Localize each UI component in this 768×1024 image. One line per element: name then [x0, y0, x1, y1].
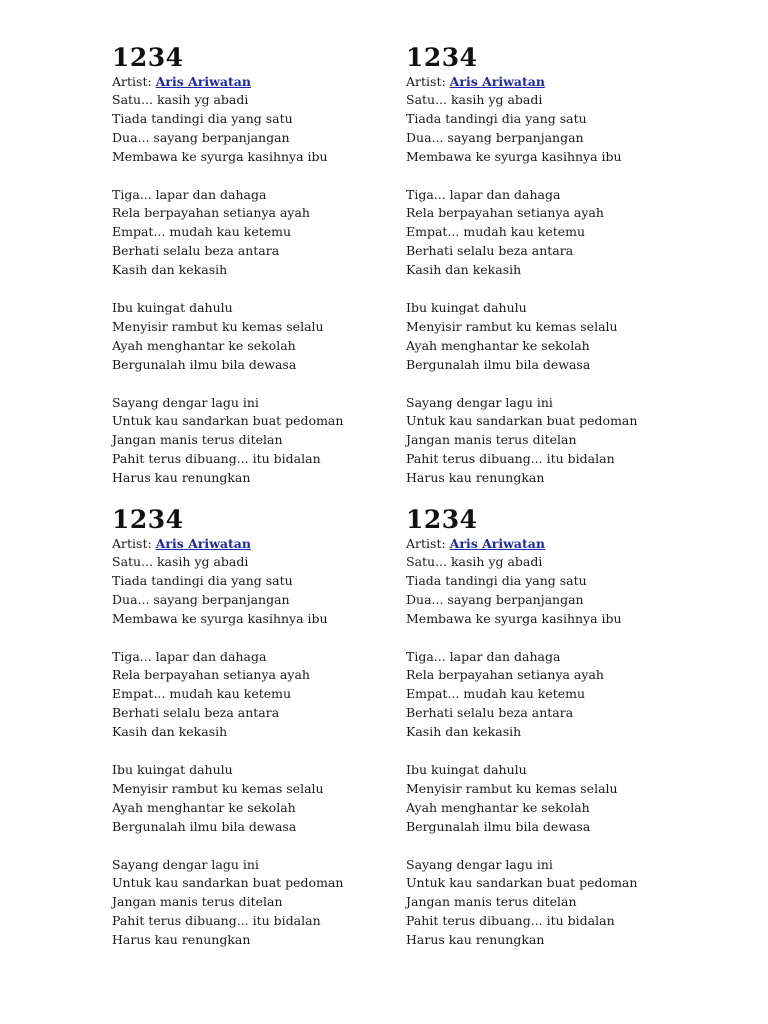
lyrics-block — [112, 44, 392, 488]
artist-link[interactable]: Aris Ariwatan — [449, 536, 545, 551]
lyrics-stanza — [406, 856, 686, 950]
lyric-line: Harus kau renungkan — [112, 470, 251, 486]
lyric-line: Membawa ke syurga kasihnya ibu — [406, 148, 622, 164]
artist-line — [112, 534, 392, 553]
lyric-line: Jangan manis terus ditelan — [406, 894, 577, 910]
lyric-line: Empat... mudah kau ketemu — [112, 686, 292, 702]
artist-label: Artist: — [406, 74, 450, 89]
song-title: 1234 — [406, 43, 478, 72]
lyric-line: Bergunalah ilmu bila dewasa — [406, 818, 591, 834]
lyric-line: Sayang dengar lagu ini — [406, 856, 553, 872]
lyric-line: Harus kau renungkan — [406, 470, 545, 486]
lyric-line: Rela berpayahan setianya ayah — [112, 205, 310, 221]
lyric-line: Tiada tandingi dia yang satu — [406, 110, 587, 126]
lyric-line: Rela berpayahan setianya ayah — [406, 667, 604, 683]
lyric-line: Tiga... lapar dan dahaga — [112, 186, 267, 202]
lyric-line: Membawa ke syurga kasihnya ibu — [112, 610, 328, 626]
lyric-line: Ayah menghantar ke sekolah — [406, 337, 590, 353]
lyric-line: Dua... sayang berpanjangan — [406, 129, 584, 145]
lyric-line: Ayah menghantar ke sekolah — [112, 799, 296, 815]
lyric-line: Berhati selalu beza antara — [112, 705, 280, 721]
lyric-line: Satu... kasih yg abadi — [112, 554, 249, 569]
lyric-line: Ibu kuingat dahulu — [112, 300, 233, 316]
lyric-line: Menyisir rambut ku kemas selalu — [112, 780, 324, 796]
lyrics-stanza — [406, 394, 686, 488]
lyric-line: Pahit terus dibuang... itu bidalan — [112, 913, 321, 929]
lyric-line: Untuk kau sandarkan buat pedoman — [406, 413, 638, 429]
lyric-line: Tiga... lapar dan dahaga — [406, 186, 561, 202]
artist-link[interactable]: Aris Ariwatan — [155, 74, 251, 89]
lyric-line: Jangan manis terus ditelan — [112, 432, 283, 448]
song-title: 1234 — [406, 505, 478, 534]
lyric-line: Menyisir rambut ku kemas selalu — [112, 318, 324, 334]
lyric-line: Pahit terus dibuang... itu bidalan — [112, 451, 321, 467]
lyric-line: Ibu kuingat dahulu — [112, 762, 233, 778]
lyric-line: Berhati selalu beza antara — [112, 243, 280, 259]
song-title: 1234 — [112, 505, 184, 534]
lyric-line: Empat... mudah kau ketemu — [112, 224, 292, 240]
lyric-line: Bergunalah ilmu bila dewasa — [112, 818, 297, 834]
lyric-line: Empat... mudah kau ketemu — [406, 686, 586, 702]
artist-line — [406, 72, 686, 91]
lyric-line: Rela berpayahan setianya ayah — [406, 205, 604, 221]
lyric-line: Tiga... lapar dan dahaga — [112, 648, 267, 664]
lyric-line: Dua... sayang berpanjangan — [112, 591, 290, 607]
artist-link[interactable]: Aris Ariwatan — [449, 74, 545, 89]
lyrics-stanza — [406, 648, 686, 742]
lyric-line: Harus kau renungkan — [112, 932, 251, 948]
lyric-line: Kasih dan kekasih — [112, 262, 228, 278]
lyric-line: Sayang dengar lagu ini — [112, 394, 259, 410]
lyric-line: Tiada tandingi dia yang satu — [112, 110, 293, 126]
lyric-line: Berhati selalu beza antara — [406, 243, 574, 259]
lyrics-stanza — [112, 553, 392, 629]
lyric-line: Satu... kasih yg abadi — [112, 92, 249, 107]
lyric-line: Harus kau renungkan — [406, 932, 545, 948]
lyric-line: Kasih dan kekasih — [406, 724, 522, 740]
lyric-line: Ibu kuingat dahulu — [406, 300, 527, 316]
lyrics-stanza — [406, 761, 686, 837]
lyric-line: Jangan manis terus ditelan — [406, 432, 577, 448]
lyrics-stanza — [112, 648, 392, 742]
lyrics-stanza — [112, 91, 392, 167]
artist-label: Artist: — [112, 74, 156, 89]
lyric-line: Untuk kau sandarkan buat pedoman — [112, 413, 344, 429]
lyric-line: Pahit terus dibuang... itu bidalan — [406, 913, 615, 929]
lyric-line: Ibu kuingat dahulu — [406, 762, 527, 778]
lyric-line: Sayang dengar lagu ini — [112, 856, 259, 872]
lyric-line: Berhati selalu beza antara — [406, 705, 574, 721]
lyric-line: Membawa ke syurga kasihnya ibu — [406, 610, 622, 626]
song-title: 1234 — [112, 43, 184, 72]
lyric-line: Empat... mudah kau ketemu — [406, 224, 586, 240]
lyric-line: Ayah menghantar ke sekolah — [112, 337, 296, 353]
lyric-line: Kasih dan kekasih — [112, 724, 228, 740]
lyric-line: Menyisir rambut ku kemas selalu — [406, 318, 618, 334]
lyric-line: Ayah menghantar ke sekolah — [406, 799, 590, 815]
lyric-line: Bergunalah ilmu bila dewasa — [406, 356, 591, 372]
lyric-line: Satu... kasih yg abadi — [406, 554, 543, 569]
lyrics-block — [406, 506, 686, 950]
artist-line — [112, 72, 392, 91]
lyric-line: Untuk kau sandarkan buat pedoman — [112, 875, 344, 891]
lyrics-stanza — [112, 856, 392, 950]
lyric-line: Sayang dengar lagu ini — [406, 394, 553, 410]
lyric-line: Tiada tandingi dia yang satu — [406, 572, 587, 588]
lyrics-stanza — [406, 553, 686, 629]
lyric-line: Membawa ke syurga kasihnya ibu — [112, 148, 328, 164]
artist-line — [406, 534, 686, 553]
lyric-line: Satu... kasih yg abadi — [406, 92, 543, 107]
lyric-line: Pahit terus dibuang... itu bidalan — [406, 451, 615, 467]
lyrics-block — [406, 44, 686, 488]
lyrics-stanza — [406, 299, 686, 375]
lyric-line: Bergunalah ilmu bila dewasa — [112, 356, 297, 372]
lyrics-stanza — [112, 761, 392, 837]
lyrics-stanza — [112, 299, 392, 375]
lyric-line: Dua... sayang berpanjangan — [112, 129, 290, 145]
lyrics-stanza — [406, 186, 686, 280]
lyric-line: Tiga... lapar dan dahaga — [406, 648, 561, 664]
artist-label: Artist: — [406, 536, 450, 551]
lyrics-block — [112, 506, 392, 950]
lyrics-stanza — [112, 394, 392, 488]
lyric-line: Rela berpayahan setianya ayah — [112, 667, 310, 683]
lyric-line: Dua... sayang berpanjangan — [406, 591, 584, 607]
lyrics-stanza — [112, 186, 392, 280]
artist-label: Artist: — [112, 536, 156, 551]
lyric-line: Kasih dan kekasih — [406, 262, 522, 278]
lyric-line: Tiada tandingi dia yang satu — [112, 572, 293, 588]
lyric-line: Menyisir rambut ku kemas selalu — [406, 780, 618, 796]
lyric-line: Untuk kau sandarkan buat pedoman — [406, 875, 638, 891]
artist-link[interactable]: Aris Ariwatan — [155, 536, 251, 551]
lyrics-stanza — [406, 91, 686, 167]
lyric-line: Jangan manis terus ditelan — [112, 894, 283, 910]
